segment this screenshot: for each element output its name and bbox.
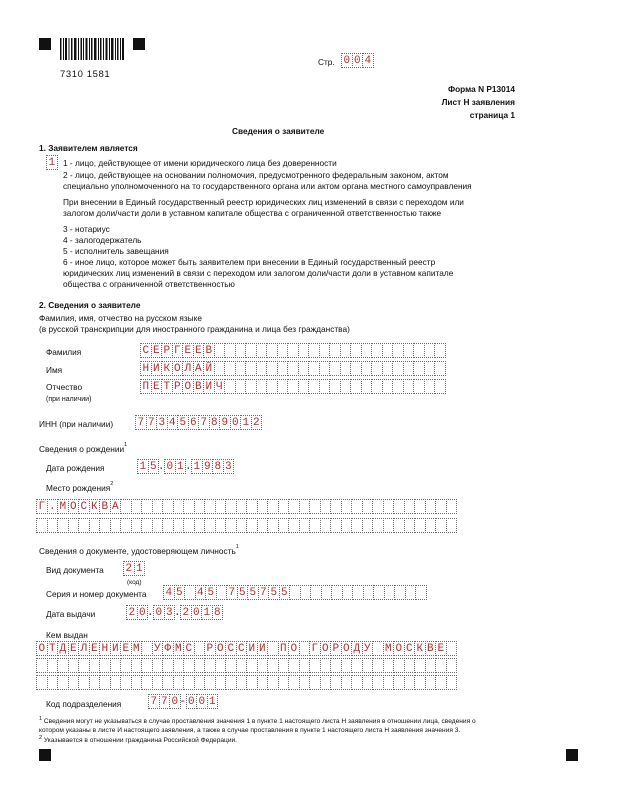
char-cell: А: [110, 499, 122, 514]
char-cell: 9: [219, 415, 231, 430]
char-cell: В: [193, 379, 205, 394]
char-cell: М: [131, 641, 143, 656]
char-cell: С: [404, 641, 416, 656]
char-cell: 1: [134, 561, 146, 576]
char-cell: [446, 641, 458, 656]
char-cell: В: [99, 499, 111, 514]
firstname-field[interactable]: [140, 361, 445, 376]
char-cell: 5: [177, 415, 189, 430]
char-cell: К: [89, 499, 101, 514]
birth-place-field-row1[interactable]: [36, 499, 456, 514]
issued-by-row1[interactable]: [36, 641, 456, 656]
char-cell: О: [68, 499, 80, 514]
char-cell: Ф: [162, 641, 174, 656]
char-cell: Л: [182, 361, 194, 376]
section-heading: Сведения о заявителе: [232, 126, 325, 136]
form-sheet: Лист Н заявления: [441, 97, 515, 107]
char-cell: 6: [188, 415, 200, 430]
char-cell: 7: [146, 415, 158, 430]
char-cell: 0: [196, 694, 208, 709]
char-cell: Е: [151, 379, 163, 394]
char-cell: Р: [161, 343, 173, 358]
char-cell: 4: [362, 53, 374, 68]
birth-place-label: Место рождения$^2$: [46, 481, 114, 493]
char-cell: А: [193, 361, 205, 376]
char-cell: О: [393, 641, 405, 656]
char-cell: 2: [126, 605, 138, 620]
issued-by-row2[interactable]: [36, 658, 456, 673]
char-cell: 9: [202, 459, 214, 474]
char-cell: Г: [309, 641, 321, 656]
char-cell: .: [47, 499, 59, 514]
char-cell: [415, 585, 427, 600]
char-cell: 2: [251, 415, 263, 430]
char-cell: 1: [137, 459, 149, 474]
char-cell: 7: [135, 415, 147, 430]
char-cell: 7: [198, 415, 210, 430]
char-cell: 0: [169, 694, 181, 709]
doc-series-field[interactable]: [163, 585, 426, 600]
corner-mark-top-left: [39, 38, 51, 50]
char-cell: 5: [174, 585, 186, 600]
form-page: страница 1: [469, 110, 515, 120]
char-cell: 3: [223, 459, 235, 474]
char-cell: С: [225, 641, 237, 656]
char-cell: 8: [212, 605, 224, 620]
char-cell: Ч: [214, 379, 226, 394]
char-cell: Д: [57, 641, 69, 656]
char-cell: Н: [140, 361, 152, 376]
char-cell: Г: [36, 499, 48, 514]
char-cell: [434, 343, 446, 358]
char-cell: [434, 361, 446, 376]
char-cell: Р: [330, 641, 342, 656]
section2-title: 2. Сведения о заявителе: [39, 300, 141, 310]
char-cell: 1: [175, 459, 187, 474]
barcode: [60, 38, 126, 70]
option-2-line2: специально уполномоченного на то государственного органа или актом органа местного самоуправления: [63, 181, 472, 191]
surname-label: Фамилия: [46, 347, 82, 357]
patronymic-note: (при наличии): [46, 396, 92, 403]
option-2-line1: 2 - лицо, действующее на основании полномочия, предусмотренного федеральным законом, актом: [63, 170, 449, 180]
char-cell: 8: [212, 459, 224, 474]
note-line2: залогом доли/части доли в уставном капитале общества с ограниченной ответственностью также: [63, 208, 442, 218]
char-cell: 1: [191, 459, 203, 474]
char-cell: М: [173, 641, 185, 656]
birth-section-label: Сведения о рождении$^1$: [39, 442, 128, 454]
char-cell: 0: [186, 694, 198, 709]
char-cell: Й: [203, 361, 215, 376]
char-cell: 2: [180, 605, 192, 620]
patronymic-field[interactable]: [140, 379, 445, 394]
birth-date-field[interactable]: 1 5 . 0 1 . 1 9 8 3: [137, 459, 233, 474]
section1-title: 1. Заявителем является: [39, 143, 138, 153]
option-6-line3: общества с ограниченной ответственностью: [63, 279, 235, 289]
char-cell: 5: [268, 585, 280, 600]
char-cell: 5: [205, 585, 217, 600]
char-cell: Д: [351, 641, 363, 656]
char-cell: 2: [123, 561, 135, 576]
char-cell: 1: [240, 415, 252, 430]
corner-mark-bottom-right: [566, 749, 578, 761]
option-6-line1: 6 - иное лицо, которое может быть заявителем при внесении в Единый государственный реестр: [63, 257, 436, 267]
char-cell: 5: [237, 585, 249, 600]
char-cell: Е: [120, 641, 132, 656]
corner-mark-bottom-left: [39, 749, 51, 761]
char-cell: [434, 379, 446, 394]
char-cell: С: [78, 499, 90, 514]
name-caption-line1: Фамилия, имя, отчество на русском языке: [39, 313, 202, 323]
char-cell: И: [110, 641, 122, 656]
char-cell: Е: [68, 641, 80, 656]
inn-label: ИНН (при наличии): [39, 419, 114, 429]
char-cell: 0: [137, 605, 149, 620]
char-cell: О: [172, 361, 184, 376]
corner-mark-top-right: [133, 38, 145, 50]
issued-by-label: Кем выдан: [46, 630, 88, 640]
option-4: 4 - залогодержатель: [63, 235, 142, 245]
char-cell: Л: [78, 641, 90, 656]
char-cell: О: [288, 641, 300, 656]
char-cell: [446, 499, 458, 514]
char-cell: М: [57, 499, 69, 514]
char-cell: 0: [352, 53, 364, 68]
char-cell: Г: [172, 343, 184, 358]
char-cell: К: [414, 641, 426, 656]
option-3: 3 - нотариус: [63, 224, 110, 234]
char-cell: 0: [164, 459, 176, 474]
char-cell: Е: [435, 641, 447, 656]
char-cell: И: [246, 641, 258, 656]
char-cell: Т: [47, 641, 59, 656]
char-cell: 5: [247, 585, 259, 600]
firstname-label: Имя: [46, 365, 63, 375]
name-caption-line2: (в русской транскрипции для иностранного гражданина и лица без гражданства): [39, 324, 350, 334]
char-cell: С: [140, 343, 152, 358]
char-cell: 7: [148, 694, 160, 709]
char-cell: 0: [341, 53, 353, 68]
page-number-cells: [341, 53, 373, 68]
issued-by-row3[interactable]: [36, 675, 456, 690]
char-cell: О: [182, 379, 194, 394]
char-cell: 8: [209, 415, 221, 430]
char-cell: Е: [89, 641, 101, 656]
char-cell: 7: [159, 694, 171, 709]
char-cell: Р: [204, 641, 216, 656]
char-cell: И: [151, 361, 163, 376]
char-cell: Е: [182, 343, 194, 358]
char-cell: [446, 518, 458, 533]
char-cell: О: [320, 641, 332, 656]
page-label: Стр.: [318, 57, 335, 67]
char-cell: О: [36, 641, 48, 656]
char-cell: 3: [164, 605, 176, 620]
char-cell: И: [203, 379, 215, 394]
doc-date-field[interactable]: 2 0 . 0 3 . 2 0 1 8: [126, 605, 222, 620]
char-cell: У: [152, 641, 164, 656]
char-cell: 1: [46, 155, 58, 170]
char-cell: О: [341, 641, 353, 656]
footnote-1-line2: котором указаны в листе И настоящего заявления, а также в случае проставления в пункте 1 настоящего листа Н заявления значения 3.: [39, 727, 461, 734]
char-cell: Е: [151, 343, 163, 358]
footnote-2: $^2$ Указывается в отношении гражданина Российской Федерации.: [39, 735, 238, 744]
char-cell: П: [140, 379, 152, 394]
doc-type-field[interactable]: [123, 561, 144, 576]
char-cell: Р: [172, 379, 184, 394]
doc-type-note: (код): [127, 579, 142, 586]
option-6-line2: юридических лиц изменений в связи с переходом или залогом доли/части доли в уставном капитале: [63, 268, 454, 278]
char-cell: 3: [156, 415, 168, 430]
doc-series-label: Серия и номер документа: [46, 589, 147, 599]
char-cell: 5: [279, 585, 291, 600]
inn-field[interactable]: [135, 415, 261, 430]
char-cell: 0: [191, 605, 203, 620]
patronymic-label: Отчество: [46, 382, 83, 392]
char-cell: М: [383, 641, 395, 656]
char-cell: 4: [167, 415, 179, 430]
char-cell: И: [257, 641, 269, 656]
char-cell: 7: [258, 585, 270, 600]
char-cell: 1: [201, 605, 213, 620]
option-5: 5 - исполнитель завещания: [63, 246, 169, 256]
birth-date-label: Дата рождения: [46, 463, 105, 473]
birth-place-field-row2[interactable]: [36, 518, 456, 533]
char-cell: 4: [195, 585, 207, 600]
char-cell: В: [425, 641, 437, 656]
char-cell: В: [203, 343, 215, 358]
char-cell: [446, 675, 458, 690]
char-cell: Т: [161, 379, 173, 394]
division-code-field[interactable]: 7 7 0 - 0 0 1: [148, 694, 217, 709]
char-cell: 5: [148, 459, 160, 474]
surname-field[interactable]: [140, 343, 445, 358]
doc-type-label: Вид документа: [46, 565, 104, 575]
barcode-number: 7310 1581: [60, 69, 111, 80]
char-cell: О: [215, 641, 227, 656]
applicant-type-cell[interactable]: [46, 155, 57, 170]
footnote-1-line1: $^1$ Сведения могут не указываться в случае проставления значения 1 в пункте 1 настоящего листа Н заявления в отношении лица, сведения о: [39, 716, 476, 725]
char-cell: 0: [230, 415, 242, 430]
division-code-label: Код подразделения: [46, 699, 122, 709]
char-cell: С: [183, 641, 195, 656]
option-1: 1 - лицо, действующее от имени юридического лица без доверенности: [63, 158, 337, 168]
char-cell: Н: [99, 641, 111, 656]
char-cell: 1: [207, 694, 219, 709]
char-cell: У: [362, 641, 374, 656]
char-cell: К: [161, 361, 173, 376]
char-cell: [446, 658, 458, 673]
char-cell: Е: [193, 343, 205, 358]
doc-section-label: Сведения о документе, удостоверяющем личность$^1$: [39, 544, 239, 556]
char-cell: 4: [163, 585, 175, 600]
char-cell: 0: [153, 605, 165, 620]
char-cell: 7: [226, 585, 238, 600]
form-title: Форма N Р13014: [448, 84, 515, 94]
note-line1: При внесении в Единый государственный реестр юридических лиц изменений в связи с переходом или: [63, 197, 464, 207]
char-cell: П: [278, 641, 290, 656]
doc-date-label: Дата выдачи: [46, 609, 96, 619]
char-cell: С: [236, 641, 248, 656]
